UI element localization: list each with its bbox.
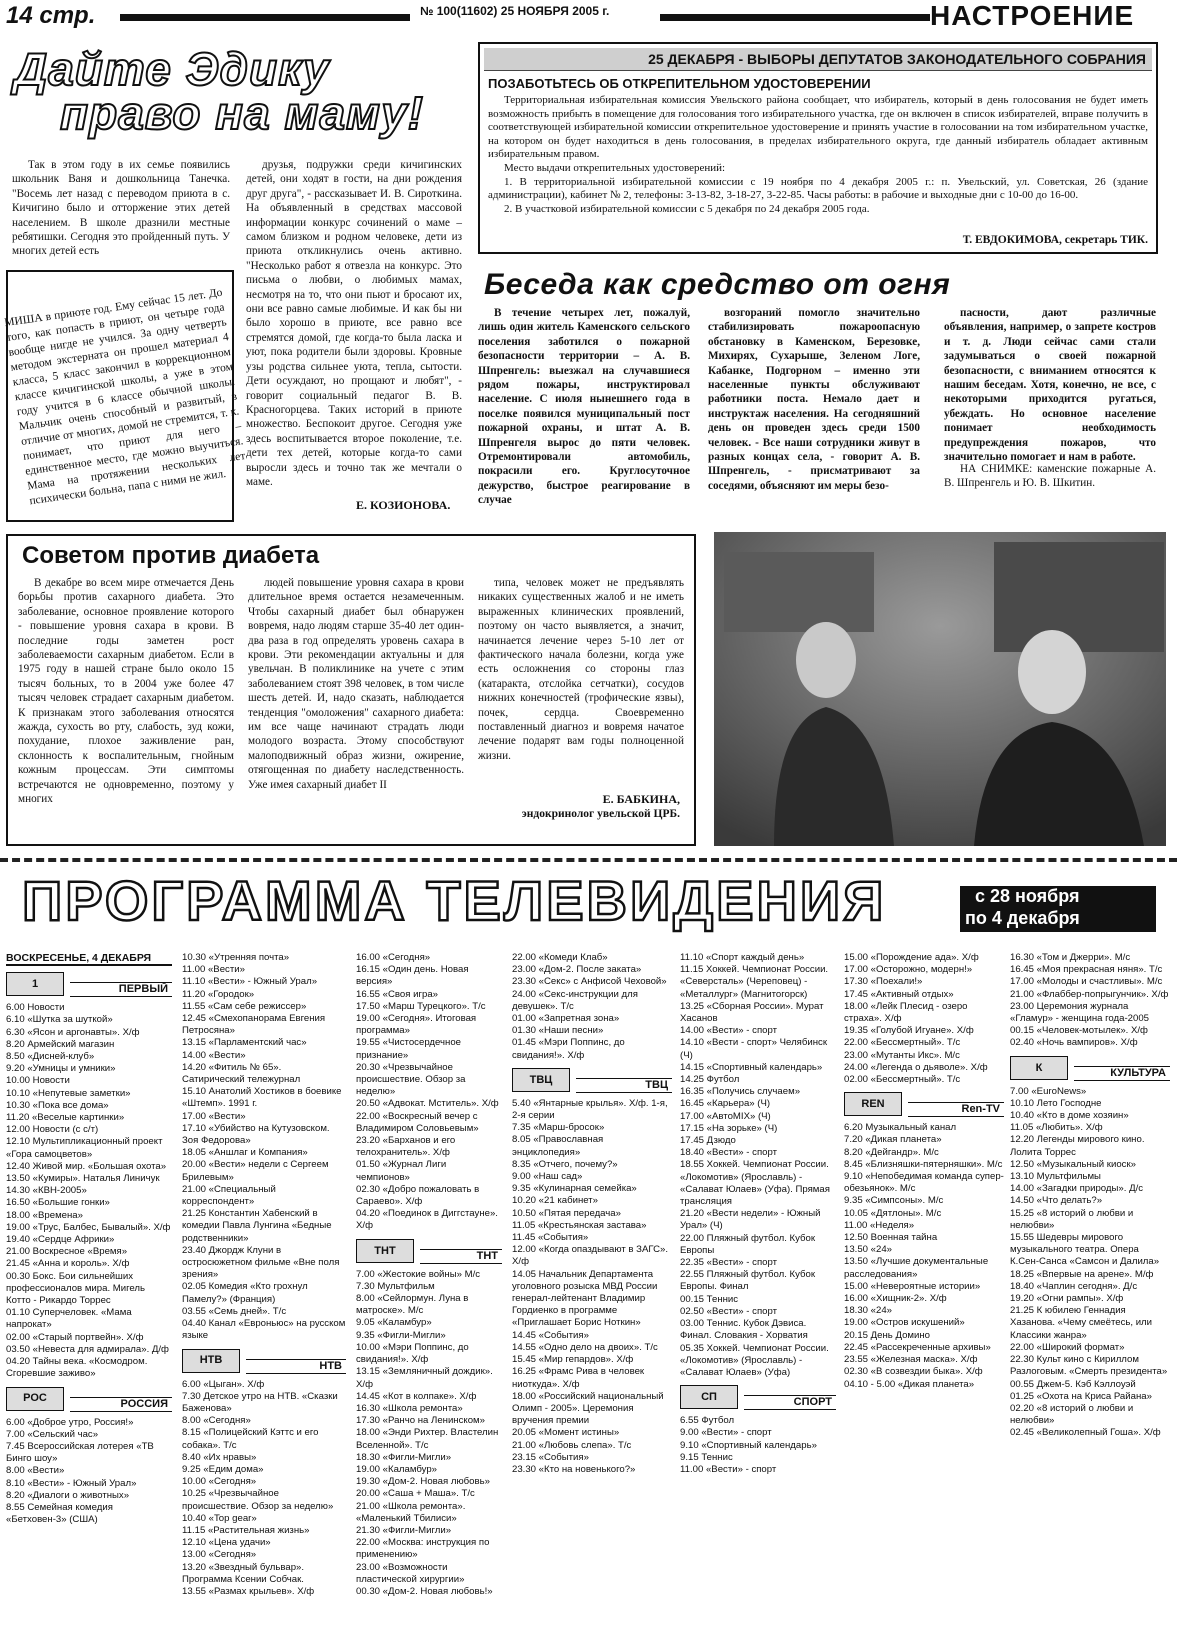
- tv-program-item: 22.45 «Рассекреченные архивы»: [844, 1341, 991, 1353]
- tv-program-item: 15.45 «Мир гепардов». Х/ф: [512, 1354, 634, 1366]
- tv-program-item: 11.15 Хоккей. Чемпионат России. «Северсталь» (Череповец) - «Металлург» (Магнитогорск): [680, 964, 829, 1000]
- tv-program-item: 13.00 «Сегодня»: [182, 1549, 257, 1561]
- tv-program-item: 20.50 «Адвокат. Мститель». Х/ф: [356, 1098, 499, 1110]
- tv-program-item: 18.40 «Чаплин сегодня». Д/с: [1010, 1280, 1138, 1292]
- tv-program-item: 10.05 «Дятлоны». М/с: [844, 1207, 942, 1219]
- tv-program-item: 11.10 «Вести» - Южный Урал»: [182, 976, 318, 988]
- tv-listing: [844, 1122, 1004, 1390]
- tv-program-item: 16.15 «Один день. Новая версия»: [356, 964, 469, 988]
- tv-program-item: 17.00 «Молоды и счастливы». М/с: [1010, 976, 1163, 988]
- tv-program-item: 14.20 «Фитиль № 65». Сатирический тележурнал: [182, 1061, 301, 1086]
- tv-listing: [680, 1415, 836, 1476]
- tv-program-item: 10.40 «Top gear»: [182, 1512, 257, 1524]
- tv-program-item: 01.45 «Мэри Поппинс, до свидания!». Х/ф: [512, 1037, 625, 1061]
- page-number: 14 стр.: [6, 2, 96, 29]
- header-rule-right: [660, 14, 930, 21]
- tv-program-item: 17.10 «Убийство на Кутузовском. Зоя Федорова»: [182, 1122, 330, 1147]
- tv-program-item: 18.05 «Аншлаг и Компания»: [182, 1147, 308, 1159]
- tv-program-item: 23.20 «Барханов и его телохранитель». Х/ф: [356, 1135, 456, 1159]
- tv-program-item: 8.35 «Отчего, почему?»: [512, 1158, 618, 1170]
- page-header: [0, 0, 1177, 36]
- article-title: Советом против диабета: [22, 542, 320, 569]
- election-author: Т. ЕВДОКИМОВА, секретарь ТИК.: [962, 234, 1148, 246]
- diabetes-article: [6, 534, 696, 846]
- channel-logo: ТВЦ: [512, 1068, 570, 1092]
- election-text: Территориальная избирательная комиссия Увельского района сообщает, что избиратель, который в день голосования не будет иметь возможность прибыть в помещение для голосования того избирательного участка, где он включен в список избирателей, вправе получить в соответствующей избирательной комиссии открепительное удостоверение и принять участие в голосовании на том избирательном участке, на котором он будет находиться в день голосования, в пределах избирательного округа, где данный избиратель обладает активным избирательным правом. Место выдачи открепительных удостоверений: 1. В территориальной избирательной комиссии с 19 ноября по 4 декабря 2005 г.: п. Увельский, ул. Советская, 26 (здание администрации), кабинет № 2, телефоны: 3-13-82, 3-18-27, 3-22-85. Часы работы: в рабочие и выходные дни с 10-00 до 16-00. 2. В участковой избирательной комиссии с 5 декабря по 24 декабря 2005 года.: [488, 94, 1148, 215]
- tv-program-item: 7.35 «Марш-бросок»: [512, 1122, 605, 1134]
- tv-column: [6, 952, 172, 1642]
- tv-program-item: 8.05 «Православная энциклопедия»: [512, 1134, 604, 1158]
- tv-program-item: 17.15 «На зорьке» (Ч): [680, 1122, 778, 1134]
- tv-program-item: 9.10 «Спортивный календарь»: [680, 1439, 817, 1451]
- tv-program-item: 6.00 «Цыган». Х/ф: [182, 1378, 265, 1390]
- tv-program-item: 13.20 «Звездный бульвар». Программа Ксении Собчак.: [182, 1561, 305, 1585]
- tv-program-item: 12.50 Военная тайна: [844, 1232, 938, 1244]
- tv-program-item: 14.05 Начальник Департамента уголовного розыска МВД России генерал-лейтенант Владимир Гордиенко в программе «Приглашает Борис Ноткин»: [512, 1268, 658, 1329]
- tv-program-item: 14.15 «Спортивный календарь»: [680, 1061, 823, 1073]
- tv-program-item: 10.00 «Мэри Поппинс, до свидания!». Х/ф: [356, 1341, 469, 1366]
- tv-program-item: 13.50 «24»: [844, 1244, 893, 1256]
- tv-program-item: 18.30 «Фигли-Мигли»: [356, 1451, 452, 1463]
- tv-listing: [512, 952, 672, 1062]
- tv-program-item: 04.20 Тайны века. «Космодром. Сгоревшие заживо»: [6, 1356, 148, 1380]
- tv-column: [1010, 952, 1170, 1642]
- tv-program-item: 22.00 «Комеди Клаб»: [512, 952, 608, 963]
- channel-logo: СП: [680, 1385, 738, 1409]
- tv-program-item: 14.10 «Вести - спорт» Челябинск (Ч): [680, 1037, 828, 1061]
- tv-program-item: 18.00 «Энди Рихтер. Властелин Вселенной». Т/с: [356, 1427, 499, 1451]
- tv-program-item: 10.25 «Чрезвычайное происшествие. Обзор за неделю»: [182, 1488, 334, 1512]
- tv-program-item: 8.55 Семейная комедия «Бетховен-3» (США): [6, 1501, 113, 1526]
- tv-program-item: 15.00 «Невероятные истории»: [844, 1280, 981, 1292]
- article-column: типа, человек может не предъявлять никаких существенных жалоб и не иметь выраженных клинических проявлений, поэтому он часто выявляется, а значит, начинается лечение через 5-10 лет от фактического начала болезни, когда уже есть осложнения со стороны глаз (катаракта, отслойка сетчатки), сосудов нижних конечностей (трофические язвы), почек, сердца. Своевременно поставленный диагноз и вовремя начатое лечение подарят вам годы полноценной жизни.: [478, 577, 684, 762]
- tv-day-header: ВОСКРЕСЕНЬЕ, 4 ДЕКАБРЯ: [6, 952, 172, 966]
- tv-program-item: 18.00 «Лейк Плесид - озеро страха». Х/ф: [844, 1000, 968, 1025]
- tv-program-item: 9.25 «Едим дома»: [182, 1463, 264, 1475]
- article-author: Е. БАБКИНА,: [602, 792, 680, 806]
- tv-program-item: 02.00 «Бессмертный». Т/с: [844, 1074, 961, 1086]
- tv-program-item: 19.20 «Огни рампы». Х/ф: [1010, 1293, 1124, 1305]
- tv-program-item: 21.00 Воскресное «Время»: [6, 1246, 128, 1258]
- tv-program-item: 13.50 «Кумиры». Наталья Линичук: [6, 1173, 160, 1185]
- tv-program-item: 10.10 «Непутевые заметки»: [6, 1087, 131, 1099]
- tv-program-item: 12.10 «Цена удачи»: [182, 1537, 271, 1549]
- tv-program-item: 14.00 «Вести» - спорт: [680, 1025, 778, 1037]
- article-author: Е. КОЗИОНОВА.: [356, 498, 451, 512]
- tv-program-item: 23.00 «Дом-2. После заката»: [512, 964, 642, 976]
- election-banner: 25 ДЕКАБРЯ - ВЫБОРЫ ДЕПУТАТОВ ЗАКОНОДАТЕЛЬНОГО СОБРАНИЯ: [484, 48, 1152, 71]
- tv-program-item: 02.40 «Ночь вампиров». Х/ф: [1010, 1037, 1138, 1049]
- tv-program-item: 13.55 «Размах крыльев». Х/ф: [182, 1585, 315, 1597]
- tv-program-item: 19.55 «Чистосердечное признание»: [356, 1037, 462, 1061]
- tv-program-item: 17.50 «Марш Турецкого». Т/с: [356, 1000, 486, 1012]
- tv-program-item: 11.15 «Растительная жизнь»: [182, 1524, 310, 1536]
- tv-program-item: 19.00 «Трус, Балбес, Бывалый». Х/ф: [6, 1221, 171, 1233]
- tv-program-item: 12.40 Живой мир. «Большая охота»: [6, 1160, 167, 1172]
- sidebar-box: [3, 270, 247, 522]
- tv-program-item: 14.45 «Кот в колпаке». Х/ф: [356, 1390, 477, 1402]
- issue-number: № 100(11602) 25 НОЯБРЯ 2005 г.: [420, 4, 610, 18]
- tv-program-item: 8.20 «Дейгандр». М/с: [844, 1146, 939, 1158]
- tv-program-item: 7.00 «Жестокие войны» М/с: [356, 1268, 481, 1280]
- tv-program-item: 17.45 Дзюдо: [680, 1135, 736, 1147]
- tv-program-item: 16.30 «Школа ремонта»: [356, 1402, 463, 1414]
- tv-program-item: 17.00 «Осторожно, модерн!»: [844, 964, 973, 976]
- tv-program-item: 9.00 «Вести» - спорт: [680, 1427, 772, 1439]
- tv-program-item: 14.50 «Что делать?»: [1010, 1195, 1103, 1207]
- article-column: Так в этом году в их семье появились школьник Ваня и дошкольница Танечка. "Восемь лет назад с переводом приюта в с. Кичигино было и отторжение этих детей населением. В школе дразнили местные ребятишки. Сегодня это пройденный путь. У многих детей есть: [12, 159, 230, 258]
- tv-program-item: 9.20 «Умницы и умники»: [6, 1063, 116, 1075]
- tv-program-item: 9.15 Теннис: [680, 1451, 733, 1463]
- tv-listing: [6, 1002, 172, 1380]
- channel-logo: НТВ: [182, 1349, 240, 1373]
- channel-logo: ТНТ: [356, 1239, 414, 1263]
- tv-program-item: 02.50 «Вести» - спорт: [680, 1305, 778, 1317]
- tv-program-item: 11.20 «Веселые картинки»: [6, 1112, 125, 1124]
- tv-program-item: 00.55 Джем-5. Кэб Кэллоуэй: [1010, 1378, 1136, 1390]
- tv-column: [182, 952, 346, 1642]
- tv-program-item: 7.20 «Дикая планета»: [844, 1134, 942, 1146]
- tv-program-item: 03.50 «Невеста для адмирала». Д/ф: [6, 1343, 169, 1355]
- tv-program-item: 14.25 Футбол: [680, 1074, 740, 1086]
- tv-program-item: 02.05 Комедия «Кто грохнул Памелу?» (Франция): [182, 1281, 308, 1305]
- tv-column: [356, 952, 502, 1642]
- tv-program-item: 8.50 «Дисней-клуб»: [6, 1051, 95, 1063]
- tv-program-item: 10.30 «Утренняя почта»: [182, 952, 290, 963]
- election-notice: [478, 42, 1158, 254]
- tv-program-item: 8.20 «Диалоги о животных»: [6, 1489, 130, 1501]
- tv-program-item: 14.30 «КВН-2005»: [6, 1185, 87, 1197]
- tv-program-item: 8.00 «Сегодня»: [182, 1415, 251, 1427]
- tv-program-item: 10.00 Новости: [6, 1075, 70, 1087]
- tv-program-item: 23.30 «Секс» с Анфисой Чеховой»: [512, 976, 667, 988]
- tv-program-item: 05.35 Хоккей. Чемпионат России. «Локомотив» (Ярославль) - «Салават Юлаев» (Уфа): [680, 1342, 829, 1378]
- tv-program-item: 8.10 «Вести» - Южный Урал»: [6, 1477, 137, 1489]
- tv-program-item: 15.00 «Порождение ада». Х/ф: [844, 952, 979, 963]
- tv-program-item: 19.30 «Дом-2. Новая любовь»: [356, 1476, 490, 1488]
- tv-program-item: 16.30 «Том и Джерри». М/с: [1010, 952, 1131, 963]
- tv-program-item: 11.55 «Сам себе режиссер»: [182, 1000, 307, 1012]
- section-title: НАСТРОЕНИЕ: [930, 0, 1135, 31]
- tv-program-item: 9.00 «Наш сад»: [512, 1171, 583, 1183]
- tv-program-item: 16.50 «Большие гонки»: [6, 1197, 110, 1209]
- tv-program-item: 24.00 «Легенда о дьяволе». Х/ф: [844, 1061, 988, 1073]
- channel-header-rossiya: РОС РОССИЯ: [6, 1387, 172, 1413]
- tv-program-item: 20.05 «Момент истины»: [512, 1427, 620, 1439]
- tv-program-item: 9.35 «Симпсоны». М/с: [844, 1195, 944, 1207]
- tv-program-item: 23.00 «Возможности пластической хирургии»: [356, 1561, 465, 1585]
- tv-program-item: 19.00 «Остров искушений»: [844, 1317, 965, 1329]
- tv-program-item: 22.00 «Бессмертный». Т/с: [844, 1037, 961, 1049]
- tv-program-item: 01.50 «Журнал Лиги чемпионов»: [356, 1159, 447, 1183]
- tv-program-item: 10.50 «Пятая передача»: [512, 1207, 621, 1219]
- tv-program-item: 23.15 «События»: [512, 1451, 589, 1463]
- tv-program-item: 11.00 «Вести»: [182, 964, 245, 976]
- tv-program-item: 13.25 «Сборная России». Мурат Хасанов: [680, 1000, 824, 1025]
- tv-program-item: 19.40 «Сердце Африки»: [6, 1234, 115, 1246]
- article-column: В декабре во всем мире отмечается День борьбы против сахарного диабета. Это заболевание, основное проявление которого - повышение уровня сахара в крови. В последние годы заметен рост заболеваемости сахарным диабетом. Если в 1975 году в нашей стране было около 15 тысяч больных, то в 2004 уже более 47 тысяч человек страдает сахарным диабетом. К признакам этого заболевания относятся жажда, сухость во рту, слабость, зуд кожи, похудание, плохое заживление ран, склонность к воспалительным, гнойным кожным процессам. Эти симптомы встречаются не одновременно, поэтому у многих: [18, 577, 234, 806]
- tv-program-item: 10.30 «Пока все дома»: [6, 1099, 109, 1111]
- tv-program-item: 04.20 «Поединок в Диггстауне». Х/ф: [356, 1208, 498, 1232]
- tv-program-item: 18.40 «Вести» - спорт: [680, 1147, 778, 1159]
- tv-program-item: 10.00 «Сегодня»: [182, 1476, 257, 1488]
- tv-program-item: 6.20 Музыкальный канал: [844, 1122, 957, 1134]
- tv-program-item: 21.00 «Специальный корреспондент»: [182, 1183, 276, 1208]
- tv-program-item: 01.00 «Запретная зона»: [512, 1013, 620, 1025]
- tv-program-item: 04.10 - 5.00 «Дикая планета»: [844, 1378, 975, 1390]
- tv-program-item: 9.35 «Фигли-Мигли»: [356, 1329, 446, 1341]
- tv-program-item: 7.30 Мультфильм: [356, 1280, 435, 1292]
- tv-program-item: 12.00 «Когда опаздывают в ЗАГС». Х/ф: [512, 1244, 669, 1268]
- tv-program-item: 21.20 «Вести недели» - Южный Урал» (Ч): [680, 1208, 821, 1232]
- tv-program-item: 00.30 «Дом-2. Новая любовь!»: [356, 1585, 493, 1597]
- tv-program-item: 15.25 «8 историй о любви и нелюбви»: [1010, 1207, 1134, 1231]
- tv-program-item: 7.00 «Сельский час»: [6, 1428, 99, 1440]
- tv-program-item: 18.00 «Российский национальный Олимп - 2005». Церемония вручения премии: [512, 1390, 664, 1427]
- tv-listing: [844, 952, 1004, 1086]
- tv-program-item: 00.30 Бокс. Бои сильнейших профессионалов мира. Мигель Котто - Рикардо Торрес: [6, 1270, 146, 1307]
- tv-program-item: 22.00 «Широкий формат»: [1010, 1341, 1125, 1353]
- tv-program-item: 20.00 «Саша + Маша». Т/с: [356, 1488, 475, 1500]
- channel-logo: 1: [6, 972, 64, 996]
- tv-program-item: 24.00 «Секс-инструкции для девушек». Т/с: [512, 988, 638, 1012]
- tv-program-item: 19.00 «Каламбур»: [356, 1463, 437, 1475]
- tv-program-item: 21.00 «Школа ремонта». «Маленький Тбилиси»: [356, 1500, 466, 1524]
- tv-program-item: 14.00 «Загадки природы». Д/с: [1010, 1183, 1144, 1195]
- tv-program-item: 22.30 Культ кино с Кириллом Разлоговым. «Смерть президента»: [1010, 1354, 1168, 1378]
- tv-program-item: 17.45 «Активный отдых»: [844, 988, 954, 1000]
- tv-dates-line2: по 4 декабря: [965, 908, 1080, 928]
- tv-program-item: 11.00 «Вести» - спорт: [680, 1463, 777, 1475]
- tv-program-item: 22.00 «Москва: инструкция по применению»: [356, 1537, 490, 1561]
- tv-program-item: 6.55 Футбол: [680, 1415, 735, 1427]
- article-column: возгораний помогло значительно стабилизировать пожароопасную обстановку в Каменском, Березовке, Михирях, Сухарыше, Зеленом Логе, Кабанке, Подгорном – именно эти населенные пункты обслуживают работники поста. Немало дает и инструктаж населения. На сегодняшний день он проведен здесь среди 1500 человек. - Все наши сотрудники живут в разных концах села, - говорит А. В. Шпренгель, - присматривают за соседями, объясняют им меры безо-: [708, 307, 920, 492]
- tv-program-item: 10.10 Лето Господне: [1010, 1097, 1102, 1109]
- channel-logo: REN: [844, 1092, 902, 1116]
- tv-program-item: 8.20 Армейский магазин: [6, 1038, 115, 1050]
- tv-program-item: 9.05 «Каламбур»: [356, 1317, 432, 1329]
- tv-program-item: 17.30 «Поехали!»: [844, 976, 923, 988]
- tv-program-item: 19.35 «Голубой Игуане». Х/ф: [844, 1025, 974, 1037]
- tv-program-item: 13.50 «Лучшие документальные расследования»: [844, 1256, 989, 1280]
- channel-header-kultura: К КУЛЬТУРА: [1010, 1056, 1170, 1082]
- tv-program-item: 21.00 «Флаббер-попрыгунчик». Х/ф: [1010, 988, 1169, 1000]
- tv-program-item: 7.45 Всероссийская лотерея «ТВ Бинго шоу»: [6, 1440, 154, 1465]
- article-column: В течение четырех лет, пожалуй, лишь один житель Каменского сельского поселения заботился о пожарной безопасности территории – А. В. Шпренгель: выезжал на случавшиеся рядом пожары, инструктировал население. С июля нынешнего года в поселке появился муниципальный пост пожарной охраны, и штат А. В. Шпренгеля вырос до пяти человек. Отремонтировали автомобиль, покрасили его. Круглосуточное дежурство, быстрое реагирование в случае: [478, 307, 690, 507]
- tv-program-item: 8.15 «Полицейский Кэттс и его собака». Т/с: [182, 1427, 319, 1451]
- tv-program-item: 01.10 Суперчеловек. «Мама напрокат»: [6, 1307, 132, 1331]
- tv-program-item: 23.40 Джордж Клуни в остросюжетном фильме «Вне поля зрения»: [182, 1244, 340, 1281]
- tv-program-item: 14.55 «Одно дело на двоих». Т/с: [512, 1341, 658, 1353]
- tv-listing: [182, 1379, 346, 1599]
- article-column: людей повышение уровня сахара в крови длительное время остается незамеченным. Чтобы сахарный диабет был обнаружен вовремя, надо людям старше 35-40 лет один-два раза в год определять уровень сахара в крови. Эти рекомендации актуальны и для увельчан. В поликлинике на учете с этим заболеванием стоят 398 человек, в том числе шесть детей. И, надо сказать, наблюдается тенденция "омоложения" сахарного диабета: им все чаще начинают страдать люди молодого возраста. Этому способствуют малоподвижный образ жизни, ожирение, отягощенная по диабету наследственность. Уже имея сахарный диабет II: [248, 577, 464, 791]
- channel-header-rentv: REN Ren-TV: [844, 1092, 1004, 1118]
- tv-program-item: 10.20 «21 кабинет»: [512, 1195, 598, 1207]
- channel-logo: К: [1010, 1056, 1068, 1080]
- channel-header-perviy: 1 ПЕРВЫЙ: [6, 972, 172, 998]
- header-rule-left: [120, 14, 410, 21]
- tv-listing: [356, 952, 502, 1233]
- tv-program-item: 21.00 «Любовь слепа». Т/с: [512, 1439, 632, 1451]
- tv-program-item: 01.30 «Наши песни»: [512, 1025, 604, 1037]
- tv-program-item: 11.20 «Городок»: [182, 988, 255, 1000]
- tv-program-item: 9.10 «Непобедимая команда супер-обезьянок». М/с: [844, 1171, 1004, 1195]
- tv-program-item: 17.00 «АвтоMIX» (Ч): [680, 1110, 771, 1122]
- tv-program-item: 02.45 «Великолепный Гоша». Х/ф: [1010, 1427, 1161, 1439]
- tv-program-item: 04.40 Канал «Евроньюс» на русском языке: [182, 1318, 346, 1342]
- tv-program-item: 00.15 «Человек-мотылек». Х/ф: [1010, 1025, 1148, 1037]
- article-column: пасности, дают различные объявления, например, о запрете костров и т. д. Люди сейчас сами стали задумываться о своей пожарной безопасности, с вниманием относятся к нашим беседам. Хотя, конечно, не все, с некоторыми приходится ругаться, убеждать. Но основное население понимает необходимость предупреждения пожаров, что значительно помогает и нам в работе.: [944, 307, 1156, 464]
- tv-program-item: 17.30 «Ранчо на Ленинском»: [356, 1415, 485, 1427]
- tv-program-item: 11.05 «Любить». Х/ф: [1010, 1122, 1103, 1134]
- tv-program-item: 12.10 Мультипликационный проект «Гора самоцветов»: [6, 1136, 163, 1160]
- tv-program-item: 17.00 «Вести»: [182, 1110, 246, 1122]
- tv-program-item: 02.30 «В созвездии быка». Х/ф: [844, 1366, 983, 1378]
- tv-program-item: 13.10 Мультфильмы: [1010, 1171, 1101, 1183]
- tv-program-item: 20.30 «Чрезвычайное происшествие. Обзор за неделю»: [356, 1061, 466, 1098]
- article-title-line2: право на маму!: [60, 87, 424, 139]
- tv-program-item: 12.20 Легенды мирового кино. Лолита Торрес: [1010, 1134, 1145, 1158]
- tv-listing: [356, 1269, 502, 1598]
- tv-program-item: 14.45 «События»: [512, 1329, 589, 1341]
- election-heading: ПОЗАБОТЬТЕСЬ ОБ ОТКРЕПИТЕЛЬНОМ УДОСТОВЕРЕНИИ: [488, 76, 871, 91]
- tv-column: [512, 952, 672, 1642]
- tv-program-item: 15.55 Шедевры мирового музыкального театра. Опера К.Сен-Санса «Самсон и Далила»: [1010, 1232, 1160, 1268]
- tv-program-item: 23.00 «Мутанты Икс». М/с: [844, 1049, 960, 1061]
- tv-program-item: 02.30 «Добро пожаловать в Сараево». Х/ф: [356, 1183, 480, 1208]
- tv-program-item: 23.00 Церемония журнала «Гламур» - женщина года-2005: [1010, 1000, 1150, 1025]
- firefighters-photo: [714, 532, 1166, 846]
- tv-column: [844, 952, 1004, 1642]
- sidebar-text: МИША в приюте год. Ему сейчас 15 лет. До того, как попасть в приют, он четыре года вообще нигде не учился. За одну четверть методом экстерната он прошел материал 4 класса, 5 класс закончил в коррекционном классе кичигинской школы, а уже в этом году учится в 6 классе обычной школы. Мальчик очень способный и развитый, в отличие от многих, домой не стремится, т. к. понимает, что приют для него – единственное место, где можно выучиться. Мама на протяжении нескольких лет психически больна, папа с ними не жил.: [3, 286, 247, 508]
- tv-program-item: 18.25 «Впервые на арене». М/ф: [1010, 1268, 1154, 1280]
- tv-program-item: 11.00 «Неделя»: [844, 1219, 915, 1231]
- article-title: Беседа как средство от огня: [484, 268, 951, 301]
- tv-program-item: 16.25 «Фрамс Рива в человек ниоткуда». Х/ф: [512, 1366, 645, 1390]
- tv-program-item: 8.00 «Вести»: [6, 1465, 65, 1477]
- channel-header-ntv: НТВ НТВ: [182, 1349, 346, 1375]
- tv-program-item: 8.45 «Близняшки-пятерняшки». М/с: [844, 1158, 1003, 1170]
- tv-program-item: 6.10 «Шутка за шуткой»: [6, 1014, 113, 1026]
- photo-caption: НА СНИМКЕ: каменские пожарные А. В. Шпренгель и Ю. В. Шкитин.: [944, 463, 1156, 490]
- tv-program-item: 20.00 «Вести» недели с Сергеем Брилевым»: [182, 1159, 329, 1183]
- article-author-role: эндокринолог увельской ЦРБ.: [521, 808, 680, 820]
- tv-section-title: ПРОГРАММА ТЕЛЕВИДЕНИЯ: [22, 869, 887, 932]
- tv-listing: [182, 952, 346, 1343]
- tv-program-item: 13.15 «Земляничный дождик». Х/ф: [356, 1366, 493, 1390]
- tv-column: [680, 952, 836, 1642]
- tv-program-item: 16.55 «Своя игра»: [356, 988, 438, 1000]
- tv-program-item: 18.00 «Времена»: [6, 1209, 83, 1221]
- tv-program-item: 8.40 «Их нравы»: [182, 1451, 257, 1463]
- tv-program-item: 18.30 «24»: [844, 1305, 893, 1317]
- tv-program-item: 22.00 Пляжный футбол. Кубок Европы: [680, 1232, 816, 1256]
- channel-header-sport: СП СПОРТ: [680, 1385, 836, 1411]
- tv-program-item: 6.00 «Доброе утро, Россия!»: [6, 1416, 134, 1428]
- tv-program-item: 03.00 Теннис. Кубок Дэвиса. Финал. Словакия - Хорватия: [680, 1318, 808, 1342]
- tv-program-item: 14.00 «Вести»: [182, 1049, 246, 1061]
- tv-program-item: 11.10 «Спорт каждый день»: [680, 952, 805, 963]
- tv-program-item: 03.55 «Семь дней». Т/с: [182, 1305, 287, 1317]
- tv-dates-line1: с 28 ноября: [975, 886, 1080, 906]
- tv-program-item: 16.45 «Карьера» (Ч): [680, 1098, 771, 1110]
- article-title-line1: Дайте Эдику: [14, 43, 330, 95]
- tv-listing: [512, 1098, 672, 1476]
- tv-program-item: 18.55 Хоккей. Чемпионат России. «Локомотив» (Ярославль) - «Салават Юлаев» (Уфа). Прямая трансляция: [680, 1159, 830, 1208]
- tv-program-item: 8.00 «Сейлормун. Луна в матроске». М/с: [356, 1293, 469, 1317]
- tv-program-item: 11.45 «События»: [512, 1232, 589, 1244]
- tv-program-item: 6.00 Новости: [6, 1002, 65, 1014]
- tv-program-item: 21.45 «Анна и король». Х/ф: [6, 1258, 130, 1270]
- tv-listing: [680, 952, 836, 1379]
- tv-listing: [1010, 1086, 1170, 1440]
- tv-program-item: 00.15 Теннис: [680, 1293, 739, 1305]
- tv-program-item: 13.15 «Парламентский час»: [182, 1037, 307, 1049]
- section-divider: [0, 858, 1177, 862]
- tv-program-item: 7.30 Детское утро на НТВ. «Сказки Баженова»: [182, 1390, 338, 1414]
- tv-listing: [6, 1417, 172, 1527]
- article-column: друзья, подружки среди кичигинских детей, они ходят в гости, на дни рождения друг друга", - рассказывает И. В. Сироткина. На объявленный в средствах массовой информации конкурс сочинений о маме – самом близком и родном человеке, дети из приюта откликнулись очень активно. "Несколько работ я отвезла на конкурс. Это письма о любви, о любимых мамах, несмотря на то, что они пьют и бросают их, они все равно самые любимые. И как бы ни было хорошо в приюте, все равно все стремятся домой, где когда-то была ласка и уют, пока родители были здоровы. Кровные узы родства сильнее уюта, тепла, сытости. Дети осуждают, но прощают и любят", - говорит социальный педагог В. В. Красногорцева. Таких историй в приюте множество. Беспокоит другое. Сегодня уже здесь воспитывается второе поколение, т.е. дети тех детей, которые когда-то сами выросли здесь и точно так же мечтали о маме.: [246, 159, 462, 488]
- channel-logo: РОС: [6, 1387, 64, 1411]
- tv-program-item: 23.55 «Железная маска». Х/ф: [844, 1354, 978, 1366]
- tv-program-item: 10.40 «Кто в доме хозяин»: [1010, 1110, 1129, 1122]
- tv-program-item: 12.00 Новости (с с/т): [6, 1124, 99, 1136]
- tv-program-item: 16.00 «Хищник-2». Х/ф: [844, 1293, 947, 1305]
- tv-program-item: 20.15 День Домино: [844, 1329, 930, 1341]
- tv-program-item: 15.10 Анатолий Хостиков в боевике «Штемп». 1991 г.: [182, 1086, 342, 1110]
- tv-program-item: 11.05 «Крестьянская застава»: [512, 1219, 647, 1231]
- tv-program-item: 16.45 «Моя прекрасная няня». Т/с: [1010, 964, 1163, 976]
- tv-program-item: 23.30 «Кто на новенького?»: [512, 1463, 636, 1475]
- tv-program-item: 6.30 «Ясон и аргонавты». Х/ф: [6, 1026, 140, 1038]
- tv-program-item: 7.00 «EuroNews»: [1010, 1085, 1087, 1097]
- tv-program-item: 16.00 «Сегодня»: [356, 952, 431, 963]
- tv-program-item: 01.25 «Охота на Криса Райана»: [1010, 1390, 1152, 1402]
- tv-listing: [1010, 952, 1170, 1050]
- tv-program-item: 22.55 Пляжный футбол. Кубок Европы. Финал: [680, 1269, 816, 1293]
- tv-program-item: 22.00 «Воскресный вечер с Владимиром Соловьевым»: [356, 1110, 479, 1134]
- tv-program-item: 12.45 «Смехопанорама Евгения Петросяна»: [182, 1013, 326, 1037]
- tv-program-item: 22.35 «Вести» - спорт: [680, 1257, 778, 1269]
- tv-program-item: 02.20 «8 историй о любви и нелюбви»: [1010, 1402, 1134, 1427]
- tv-program-item: 21.25 Константин Хабенский в комедии Павла Лунгина «Бедные родственники»: [182, 1208, 332, 1244]
- tv-program-item: 16.35 «Получись случаем»: [680, 1086, 801, 1098]
- channel-header-tnt: ТНТ ТНТ: [356, 1239, 502, 1265]
- tv-program-item: 5.40 «Янтарные крылья». Х/ф. 1-я, 2-я серии: [512, 1097, 668, 1122]
- tv-program-item: 02.00 «Старый портвейн». Х/ф: [6, 1331, 144, 1343]
- tv-program-item: 21.25 К юбилею Геннадия Хазанова. «Чему смеётесь, или Классики жанра»: [1010, 1305, 1153, 1341]
- tv-program-item: 12.50 «Музыкальный киоск»: [1010, 1158, 1136, 1170]
- channel-header-tvc: ТВЦ ТВЦ: [512, 1068, 672, 1094]
- tv-program-item: 19.00 «Сегодня». Итоговая программа»: [356, 1013, 477, 1037]
- tv-program-item: 9.35 «Кулинарная семейка»: [512, 1183, 637, 1195]
- tv-program-item: 21.30 «Фигли-Мигли»: [356, 1524, 452, 1536]
